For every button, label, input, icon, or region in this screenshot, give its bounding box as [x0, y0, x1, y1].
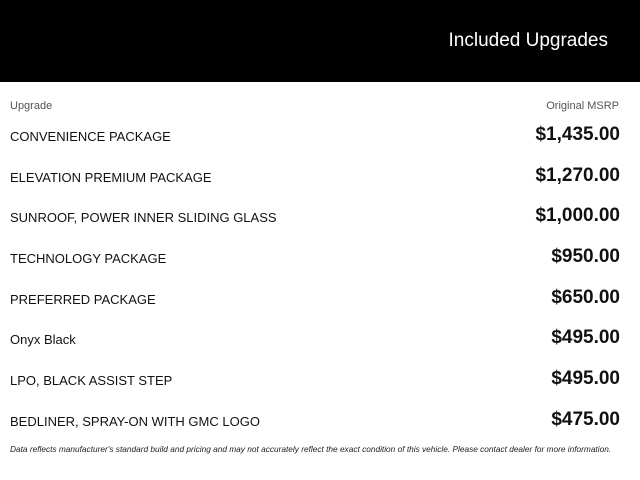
- upgrades-list: [0, 115, 640, 441]
- upgrade-row: [0, 359, 640, 400]
- upgrade-row: [0, 156, 640, 197]
- upgrade-price: $1,000.00: [535, 205, 620, 227]
- upgrade-row: [0, 400, 640, 441]
- upgrade-row: [0, 278, 640, 319]
- upgrade-row: [0, 237, 640, 278]
- column-header-msrp: Original MSRP: [546, 100, 619, 112]
- upgrade-name: LPO, BLACK ASSIST STEP: [10, 373, 173, 389]
- upgrade-price: $950.00: [551, 246, 620, 268]
- upgrade-name: SUNROOF, POWER INNER SLIDING GLASS: [10, 210, 277, 226]
- upgrade-row: [0, 318, 640, 359]
- upgrade-price: $1,270.00: [535, 164, 620, 186]
- disclaimer-text: Data reflects manufacturer's standard build and pricing and may not accurately reflect the exact condition of this vehicle. Please contact dealer for more information.: [10, 444, 612, 454]
- upgrade-price: $495.00: [551, 368, 620, 390]
- upgrade-price: $495.00: [551, 327, 620, 349]
- upgrade-row: [0, 115, 640, 156]
- upgrade-price: $650.00: [551, 286, 620, 308]
- header-bar: [0, 0, 640, 82]
- upgrade-name: BEDLINER, SPRAY-ON WITH GMC LOGO: [10, 413, 260, 429]
- upgrade-price: $475.00: [551, 408, 620, 430]
- upgrade-row: [0, 196, 640, 237]
- upgrade-name: TECHNOLOGY PACKAGE: [10, 251, 167, 267]
- column-header-upgrade: Upgrade: [10, 100, 53, 112]
- upgrade-name: PREFERRED PACKAGE: [10, 291, 156, 307]
- page-title: Included Upgrades: [448, 30, 608, 51]
- upgrade-price: $1,435.00: [535, 124, 620, 145]
- upgrade-name: Onyx Black: [10, 332, 76, 348]
- upgrade-name: ELEVATION PREMIUM PACKAGE: [10, 169, 212, 185]
- upgrade-name: CONVENIENCE PACKAGE: [10, 129, 171, 144]
